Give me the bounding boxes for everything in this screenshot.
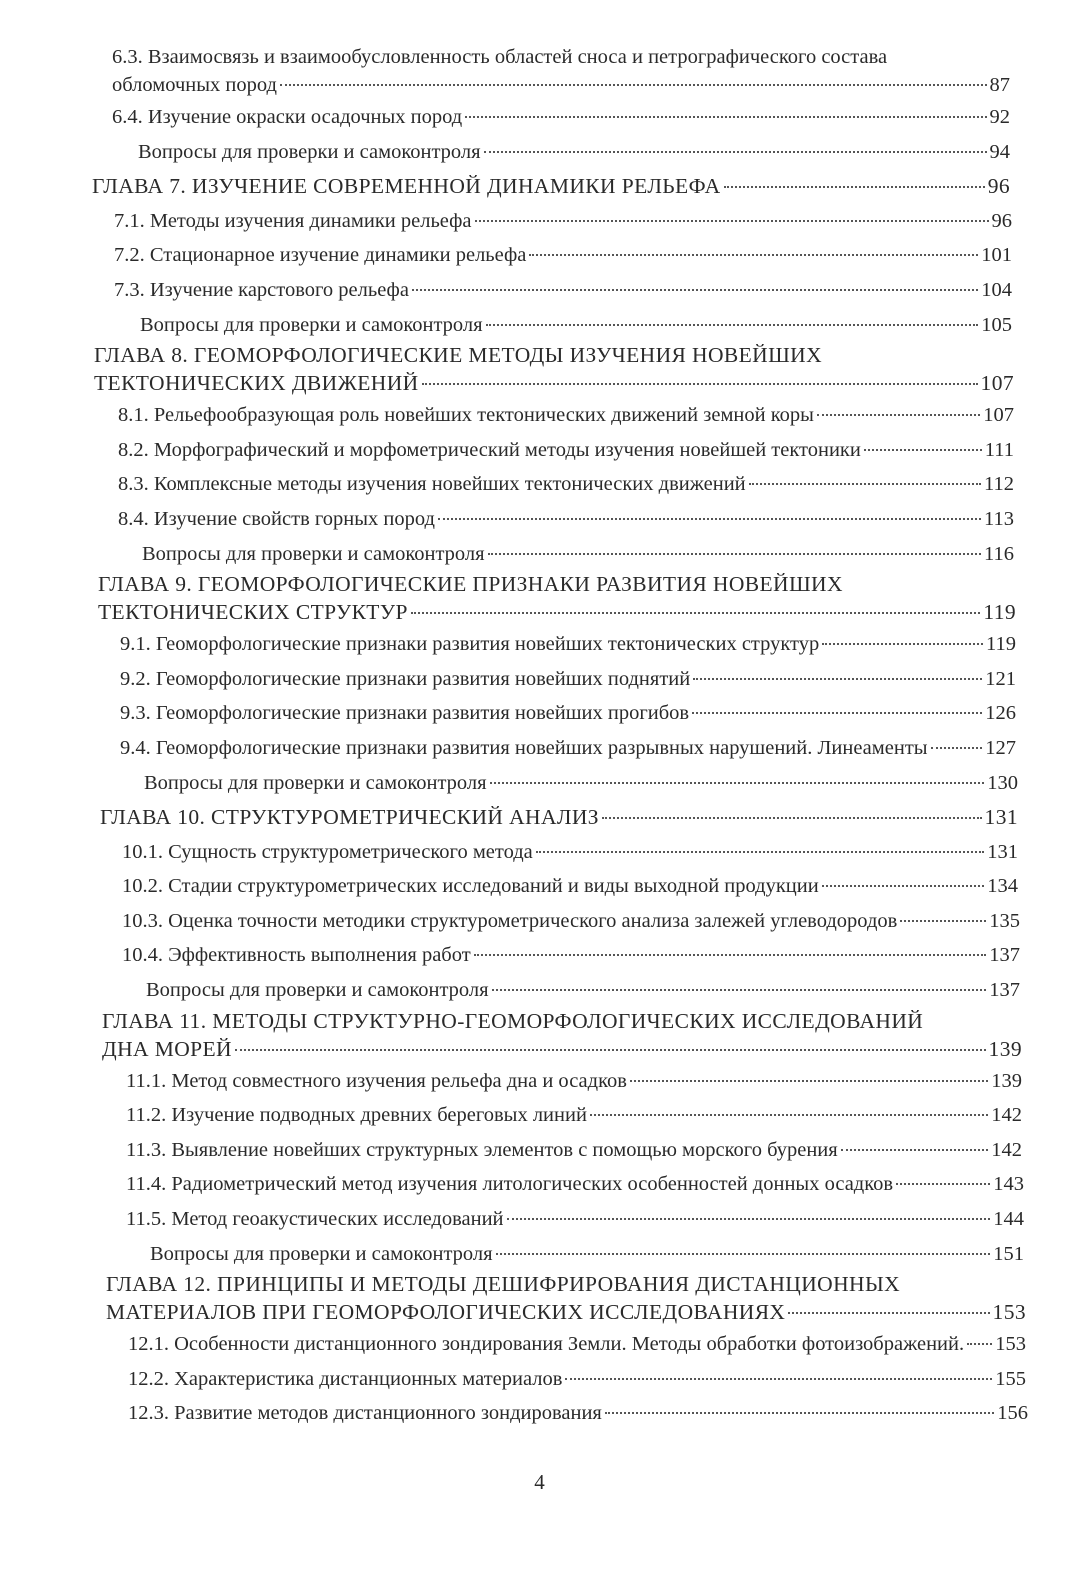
toc-page-number: 139 — [988, 1036, 1022, 1061]
toc-chapter-entry[interactable] — [0, 169, 1010, 204]
toc-section-entry[interactable] — [0, 1202, 1024, 1237]
toc-section-entry[interactable] — [0, 1133, 1022, 1168]
toc-entry-title: ГЛАВА 7. ИЗУЧЕНИЕ СОВРЕМЕННОЙ ДИНАМИКИ РЕЛЬЕФА — [92, 174, 721, 199]
toc-page-number: 134 — [987, 875, 1018, 898]
toc-entry-title: 8.3. Комплексные методы изучения новейших тектонических движений — [118, 473, 746, 496]
toc-chapter-entry[interactable] — [0, 1008, 1022, 1064]
toc-page-number: 144 — [993, 1208, 1024, 1231]
toc-section-entry[interactable] — [0, 502, 1014, 537]
toc-page-number: 121 — [985, 667, 1016, 690]
toc-entry-title-continued: МАТЕРИАЛОВ ПРИ ГЕОМОРФОЛОГИЧЕСКИХ ИССЛЕДОВАНИЯХ — [106, 1300, 786, 1325]
toc-entry-title: Вопросы для проверки и самоконтроля — [140, 313, 483, 336]
toc-entry-title: ГЛАВА 10. СТРУКТУРОМЕТРИЧЕСКИЙ АНАЛИЗ — [100, 805, 599, 830]
toc-page-number: 142 — [991, 1104, 1022, 1127]
dot-leader — [438, 518, 981, 520]
toc-page-number: 143 — [993, 1173, 1024, 1196]
toc-section-entry[interactable] — [0, 1396, 1028, 1431]
toc-page-number: 94 — [989, 140, 1010, 163]
toc-questions-entry[interactable] — [0, 973, 1020, 1008]
toc-page-number: 111 — [984, 438, 1014, 461]
toc-entry-title: 10.2. Стадии структурометрических исследований и виды выходной продукции — [122, 875, 819, 898]
dot-leader — [822, 643, 983, 645]
toc-section-entry[interactable] — [0, 1167, 1024, 1202]
toc-questions-entry[interactable] — [0, 766, 1018, 801]
toc-entry-title: Вопросы для проверки и самоконтроля — [144, 771, 487, 794]
toc-entry-title-continued: ТЕКТОНИЧЕСКИХ ДВИЖЕНИЙ — [94, 371, 419, 396]
toc-page-number: 135 — [989, 909, 1020, 932]
toc-entry-title-continued: ДНА МОРЕЙ — [102, 1036, 232, 1061]
toc-section-entry[interactable] — [0, 869, 1018, 904]
toc-entry-title: Вопросы для проверки и самоконтроля — [142, 542, 485, 565]
toc-page-number: 142 — [991, 1138, 1022, 1161]
toc-page-number: 107 — [980, 371, 1014, 396]
dot-leader — [490, 782, 985, 784]
dot-leader — [931, 747, 983, 749]
toc-entry-title: 12.1. Особенности дистанционного зондирования Земли. Методы обработки фотоизображений. — [128, 1333, 965, 1356]
dot-leader — [602, 817, 982, 819]
toc-page-number: 139 — [991, 1069, 1022, 1092]
dot-leader — [486, 324, 979, 326]
dot-leader — [692, 712, 982, 714]
toc-entry-title: 9.4. Геоморфологические признаки развития новейших разрывных нарушений. Линеаменты — [120, 736, 928, 759]
toc-entry-title: ГЛАВА 12. ПРИНЦИПЫ И МЕТОДЫ ДЕШИФРИРОВАНИЯ ДИСТАНЦИОННЫХ — [106, 1272, 901, 1297]
dot-leader — [590, 1114, 988, 1116]
dot-leader — [817, 414, 980, 416]
dot-leader — [411, 612, 981, 614]
dot-leader — [496, 1253, 991, 1255]
toc-page-number: 104 — [981, 278, 1012, 301]
toc-page-number: 119 — [986, 633, 1016, 656]
toc-entry-title: 8.1. Рельефообразующая роль новейших тектонических движений земной коры — [118, 404, 814, 427]
dot-leader — [630, 1080, 988, 1082]
toc-entry-title: 7.2. Стационарное изучение динамики рельефа — [114, 244, 527, 267]
toc-entry-title: 9.1. Геоморфологические признаки развития новейших тектонических структур — [120, 633, 820, 656]
dot-leader — [896, 1183, 990, 1185]
toc-entry-title: ГЛАВА 8. ГЕОМОРФОЛОГИЧЕСКИЕ МЕТОДЫ ИЗУЧЕНИЯ НОВЕЙШИХ — [94, 343, 823, 368]
toc-entry-title: 11.4. Радиометрический метод изучения литологических особенностей донных осадков — [126, 1173, 894, 1196]
dot-leader — [529, 254, 978, 256]
toc-page-number: 113 — [984, 507, 1014, 530]
toc-questions-entry[interactable] — [0, 135, 1010, 170]
toc-questions-entry[interactable] — [0, 308, 1012, 343]
dot-leader — [488, 553, 981, 555]
dot-leader — [474, 954, 987, 956]
dot-leader — [484, 151, 987, 153]
toc-section-entry[interactable] — [0, 835, 1018, 870]
toc-page-number: 130 — [987, 771, 1018, 794]
dot-leader — [492, 989, 987, 991]
dot-leader — [536, 851, 984, 853]
toc-page-number: 137 — [989, 979, 1020, 1002]
toc-page-number: 153 — [995, 1333, 1026, 1356]
toc-entry-title: 6.3. Взаимосвязь и взаимообусловленность областей сноса и петрографического состава — [112, 46, 888, 68]
toc-page-number: 153 — [992, 1300, 1026, 1325]
toc-section-entry[interactable] — [0, 204, 1012, 239]
toc-section-entry[interactable] — [0, 433, 1014, 468]
dot-leader — [900, 920, 986, 922]
dot-leader — [788, 1312, 989, 1314]
toc-page-number: 101 — [981, 244, 1012, 267]
toc-section-entry[interactable] — [0, 238, 1012, 273]
toc-page-number: 155 — [995, 1367, 1026, 1390]
toc-section-entry[interactable] — [0, 1327, 1026, 1362]
toc-page-number: 87 — [989, 74, 1010, 96]
toc-section-entry[interactable] — [0, 696, 1016, 731]
toc-page-number: 96 — [991, 209, 1012, 232]
toc-section-entry[interactable] — [0, 938, 1020, 973]
toc-page-number: 112 — [984, 473, 1014, 496]
toc-page-number: 127 — [985, 736, 1016, 759]
toc-entry-title: 10.1. Сущность структурометрического метода — [122, 840, 533, 863]
toc-entry-title: 11.3. Выявление новейших структурных элементов с помощью морского бурения — [126, 1138, 838, 1161]
table-of-contents — [0, 44, 1079, 1431]
toc-chapter-entry[interactable] — [0, 800, 1018, 835]
toc-entry-title: 11.2. Изучение подводных древних береговых линий — [126, 1104, 587, 1127]
toc-entry-title-continued: ТЕКТОНИЧЕСКИХ СТРУКТУР — [98, 600, 408, 625]
dot-leader — [967, 1343, 992, 1345]
dot-leader — [693, 678, 982, 680]
toc-section-entry[interactable] — [0, 273, 1012, 308]
toc-chapter-entry[interactable] — [0, 1271, 1026, 1327]
dot-leader — [422, 383, 978, 385]
toc-entry-title-continued: обломочных пород — [112, 74, 277, 96]
toc-section-entry[interactable] — [0, 1064, 1022, 1099]
toc-entry-title: 7.3. Изучение карстового рельефа — [114, 278, 409, 301]
toc-entry-title: Вопросы для проверки и самоконтроля — [146, 979, 489, 1002]
toc-entry-title: 12.2. Характеристика дистанционных материалов — [128, 1367, 563, 1390]
toc-entry-title: 11.5. Метод геоакустических исследований — [126, 1208, 504, 1231]
dot-leader — [864, 449, 982, 451]
toc-chapter-entry[interactable] — [0, 342, 1014, 398]
page-number: 4 — [534, 1470, 545, 1494]
toc-questions-entry[interactable] — [0, 537, 1014, 572]
toc-entry-title: Вопросы для проверки и самоконтроля — [150, 1242, 493, 1265]
toc-entry-title: 11.1. Метод совместного изучения рельефа дна и осадков — [126, 1069, 627, 1092]
toc-page-number: 107 — [983, 404, 1014, 427]
toc-entry-title: 6.4. Изучение окраски осадочных пород — [112, 106, 463, 128]
toc-page-number: 126 — [985, 702, 1016, 725]
toc-section-entry[interactable] — [0, 1098, 1022, 1133]
toc-page-number: 137 — [989, 944, 1020, 967]
dot-leader — [412, 289, 978, 291]
toc-section-entry[interactable] — [0, 662, 1016, 697]
toc-entry-title: 9.3. Геоморфологические признаки развития новейших прогибов — [120, 702, 690, 725]
dot-leader — [465, 116, 986, 118]
dot-leader — [565, 1378, 992, 1380]
toc-page-number: 119 — [983, 600, 1016, 625]
toc-page-number: 156 — [997, 1402, 1028, 1425]
toc-entry-title: 8.4. Изучение свойств горных пород — [118, 507, 435, 530]
toc-section-entry[interactable] — [0, 731, 1016, 766]
toc-entry-title: ГЛАВА 11. МЕТОДЫ СТРУКТУРНО-ГЕОМОРФОЛОГИЧЕСКИХ ИССЛЕДОВАНИЙ — [102, 1008, 924, 1033]
dot-leader — [841, 1149, 989, 1151]
toc-page-number: 131 — [987, 840, 1018, 863]
dot-leader — [724, 186, 985, 188]
toc-entry-title: 12.3. Развитие методов дистанционного зондирования — [128, 1402, 602, 1425]
toc-page-number: 116 — [984, 542, 1014, 565]
toc-chapter-entry[interactable] — [0, 571, 1016, 627]
toc-section-entry[interactable] — [0, 1362, 1026, 1397]
toc-entry-title: 8.2. Морфографический и морфометрический методы изучения новейшей тектоники — [118, 438, 861, 461]
toc-page-number: 105 — [981, 313, 1012, 336]
toc-section-entry[interactable] — [0, 44, 1010, 100]
dot-leader — [605, 1412, 994, 1414]
toc-page-number: 96 — [987, 174, 1010, 199]
toc-page-number: 92 — [989, 106, 1010, 128]
toc-entry-title: 9.2. Геоморфологические признаки развития новейших поднятий — [120, 667, 691, 690]
toc-entry-title: 10.3. Оценка точности методики структурометрического анализа залежей углеводородов — [122, 909, 898, 932]
toc-section-entry[interactable] — [0, 904, 1020, 939]
toc-entry-title: 7.1. Методы изучения динамики рельефа — [114, 209, 472, 232]
dot-leader — [280, 84, 987, 86]
dot-leader — [235, 1049, 986, 1051]
toc-section-entry[interactable] — [0, 398, 1014, 433]
dot-leader — [475, 220, 989, 222]
dot-leader — [822, 885, 985, 887]
toc-page-number: 131 — [984, 805, 1018, 830]
toc-entry-title: 10.4. Эффективность выполнения работ — [122, 944, 471, 967]
toc-section-entry[interactable] — [0, 467, 1014, 502]
toc-section-entry[interactable] — [0, 100, 1010, 135]
dot-leader — [507, 1218, 991, 1220]
toc-entry-title: Вопросы для проверки и самоконтроля — [138, 140, 481, 163]
toc-page-number: 151 — [993, 1242, 1024, 1265]
toc-entry-title: ГЛАВА 9. ГЕОМОРФОЛОГИЧЕСКИЕ ПРИЗНАКИ РАЗВИТИЯ НОВЕЙШИХ — [98, 572, 843, 597]
toc-section-entry[interactable] — [0, 627, 1016, 662]
dot-leader — [749, 483, 981, 485]
toc-questions-entry[interactable] — [0, 1237, 1024, 1272]
